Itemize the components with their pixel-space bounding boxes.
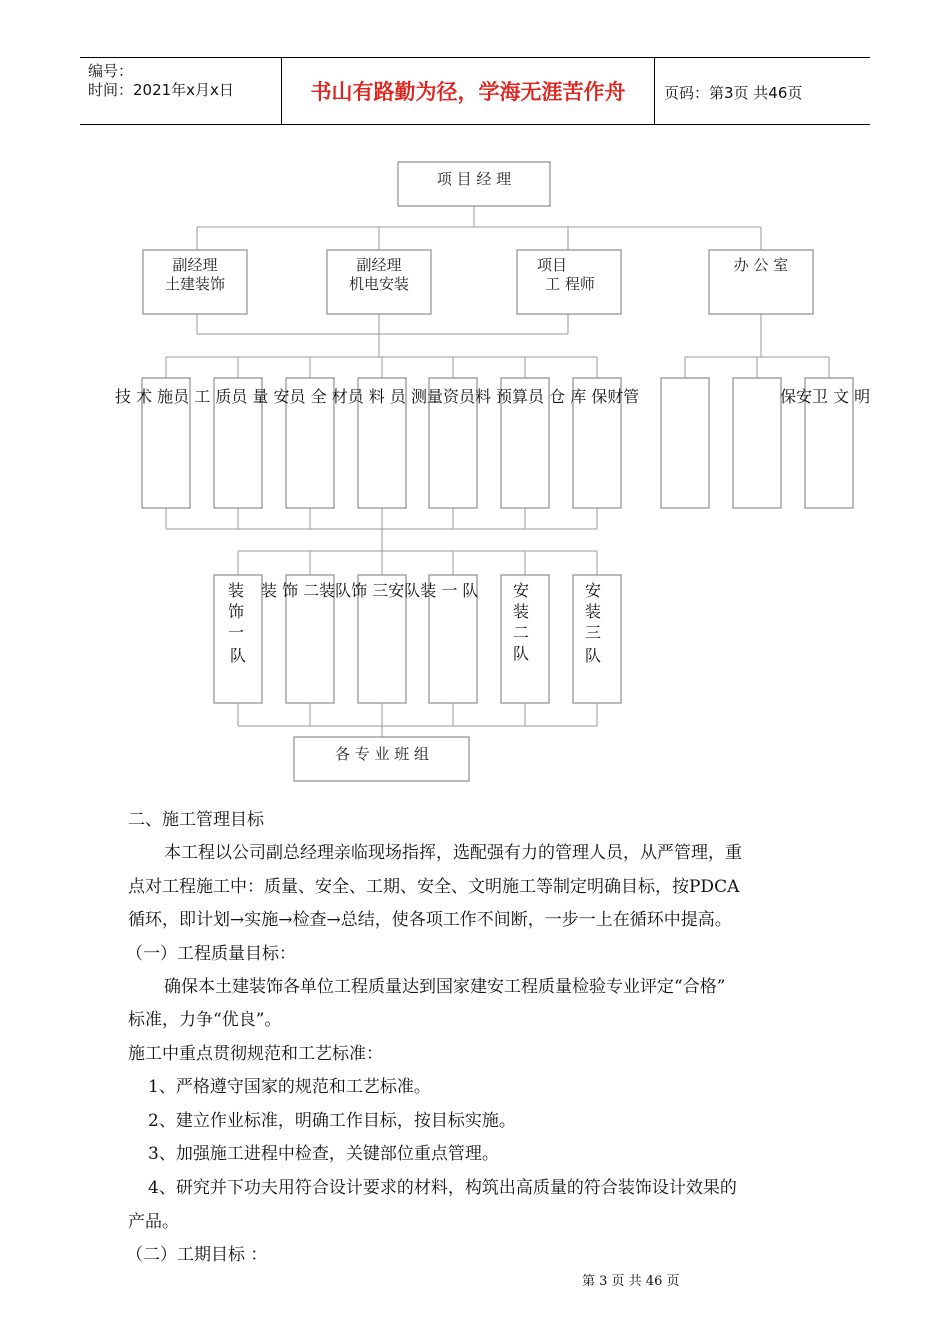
item-3: 3、加强施工进程中检查，关键部位重点管理。	[148, 1144, 499, 1164]
staff-label-row-left: 技 术 施员 工 质员 量 安员 全 材员 料 员 测量资员料 预算员 仓 库 保财管	[115, 387, 640, 406]
doc-time-label: 时间：2021年x月x日	[88, 81, 234, 99]
team6-char-1: 安	[584, 581, 602, 600]
para1-line2: 点对工程施工中：质量、安全、工期、安全、文明施工等制定明确目标，按PDCA	[128, 877, 740, 897]
team5-char-3: 二	[512, 623, 530, 642]
label-work-crews: 各 专 业 班 组	[334, 745, 430, 763]
team5-char-1: 安	[512, 581, 530, 600]
header-motto: 书山有路勤为径，学海无涯苦作舟	[310, 80, 626, 104]
para2-line1: 确保本土建装饰各单位工程质量达到国家建安工程质量检验专业评定“合格”	[164, 977, 726, 997]
team6-char-3: 三	[584, 623, 602, 642]
footer-page-number: 第 3 页 共 46 页	[582, 1274, 680, 1289]
header-page-info: 页码：第3页 共46页	[664, 84, 803, 102]
label-deputy-civil-2: 土建装饰	[164, 275, 226, 293]
team6-char-2: 装	[584, 602, 602, 621]
label-deputy-civil-1: 副经理	[172, 256, 218, 274]
box-staff-finance	[733, 378, 781, 508]
label-deputy-mep-2: 机电安装	[348, 275, 410, 293]
para1-line3: 循环，即计划→实施→检查→总结，使各项工作不间断，一步一上在循环中提高。	[128, 910, 732, 930]
item-4: 4、研究并下功夫用符合设计要求的材料，构筑出高质量的符合装饰设计效果的	[148, 1178, 737, 1198]
doc-number-label: 编号：	[88, 62, 134, 80]
team-label-row: 装 饰 二装队饰 三安队装 一 队	[261, 581, 479, 600]
team1-char-3: 一	[227, 623, 245, 642]
para3: 施工中重点贯彻规范和工艺标准：	[128, 1044, 383, 1064]
section-title: 二、施工管理目标	[128, 810, 264, 830]
team6-char-4: 队	[584, 646, 602, 665]
team1-char-1: 装	[227, 581, 245, 600]
sub1-title: （一）工程质量目标：	[126, 944, 296, 964]
label-project-engineer-1: 项目	[536, 256, 568, 274]
para1-line1: 本工程以公司副总经理亲临现场指挥，选配强有力的管理人员，从严管理，重	[164, 843, 742, 863]
staff-label-row-right: 保安卫 文 明	[780, 387, 871, 406]
label-project-manager: 项 目 经 理	[436, 170, 512, 188]
item-2: 2、建立作业标准，明确工作目标，按目标实施。	[148, 1111, 516, 1131]
label-office: 办 公 室	[733, 256, 789, 274]
item-4-cont: 产品。	[128, 1212, 179, 1232]
team1-char-2: 饰	[227, 602, 245, 621]
label-deputy-mep-1: 副经理	[356, 256, 402, 274]
box-staff-warehouse	[661, 378, 709, 508]
para2-line2: 标准，力争“优良”。	[128, 1010, 282, 1030]
sub2-title: （二）工期目标 ：	[126, 1245, 268, 1265]
item-1: 1、严格遵守国家的规范和工艺标准。	[148, 1077, 431, 1097]
team5-char-4: 队	[512, 644, 530, 663]
team5-char-2: 装	[512, 602, 530, 621]
label-project-engineer-2: 工 程师	[545, 275, 595, 293]
team1-char-4: 队	[229, 646, 247, 665]
